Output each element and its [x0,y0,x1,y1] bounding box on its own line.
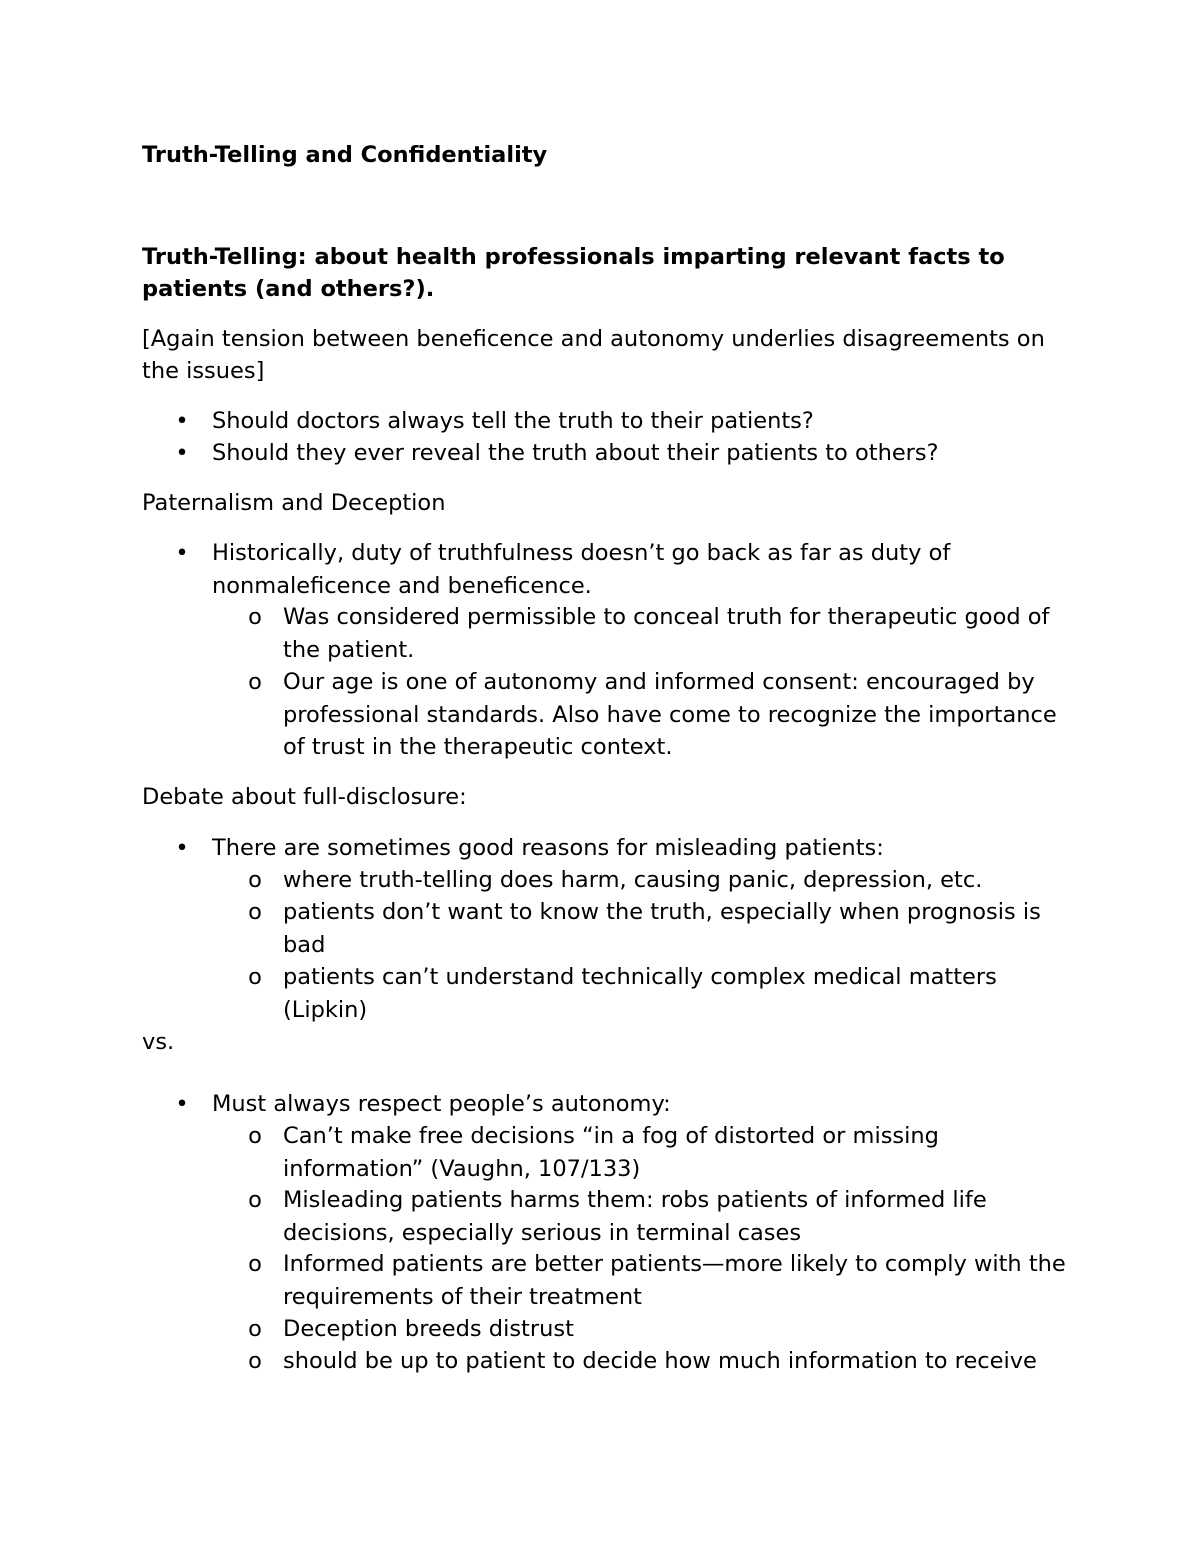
bullet-marker: • [175,440,189,466]
list-item-text: There are sometimes good reasons for misleading patients: [212,835,884,861]
bullet-marker: • [175,1091,189,1117]
list-item-text: Should they ever reveal the truth about their patients to others? [212,440,939,466]
list-item [175,832,1072,865]
sub-bullet-marker: o [248,604,262,630]
list-item-text: Can’t make free decisions “in a fog of distorted or missing information” (Vaughn, 107/133) [283,1123,939,1182]
list-item [175,537,1072,602]
list-item [248,1313,1073,1346]
list-item [248,864,1073,897]
list-item [175,1088,1072,1121]
list-item-text: Our age is one of autonomy and informed consent: encouraged by professional standards. Also have come to recognize the importance of trust in the therapeutic context. [283,669,1057,760]
list-item-text: patients don’t want to know the truth, especially when prognosis is bad [283,899,1041,958]
list-item [248,1248,1073,1313]
list-item-text: Historically, duty of truthfulness doesn’t go back as far as duty of nonmaleficence and beneficence. [212,540,951,599]
list-item [175,437,1072,470]
list-item [175,405,1072,438]
intro-paragraph: [Again tension between beneficence and autonomy underlies disagreements on the issues] [142,326,1045,384]
list-item [248,1345,1073,1378]
bullet-marker: • [175,408,189,434]
sub-bullet-marker: o [248,1123,262,1149]
list-item-text: Should doctors always tell the truth to their patients? [212,408,814,434]
list-item [248,896,1073,961]
list-item [248,1120,1073,1185]
list-item [248,961,1073,1026]
list-item-text: Must always respect people’s autonomy: [212,1091,671,1117]
list-item-text: Deception breeds distrust [283,1316,574,1342]
list-item-text: patients can’t understand technically complex medical matters (Lipkin) [283,964,997,1023]
list-item-text: where truth-telling does harm, causing panic, depression, etc. [283,867,983,893]
paternalism-heading: Paternalism and Deception [142,490,446,516]
document-title: Truth-Telling and Confidentiality [142,142,548,168]
list-item-text: Informed patients are better patients—more likely to comply with the requirements of their treatment [283,1251,1066,1310]
list-item [248,1184,1073,1249]
sub-bullet-marker: o [248,867,262,893]
sub-bullet-marker: o [248,1348,262,1374]
list-item-text: should be up to patient to decide how much information to receive [283,1348,1037,1374]
sub-bullet-marker: o [248,1251,262,1277]
sub-bullet-marker: o [248,1187,262,1213]
list-item [248,666,1073,764]
list-item [248,601,1073,666]
sub-bullet-marker: o [248,964,262,990]
bullet-marker: • [175,540,189,566]
truth-telling-heading: Truth-Telling: about health professionals imparting relevant facts to patients (and others?). [142,244,1005,302]
sub-bullet-marker: o [248,1316,262,1342]
bullet-marker: • [175,835,189,861]
list-item-text: Misleading patients harms them: robs patients of informed life decisions, especially serious in terminal cases [283,1187,987,1246]
list-item-text: Was considered permissible to conceal truth for therapeutic good of the patient. [283,604,1050,663]
debate-heading: Debate about full-disclosure: [142,784,467,810]
sub-bullet-marker: o [248,669,262,695]
sub-bullet-marker: o [248,899,262,925]
versus-label: vs. [142,1029,175,1055]
